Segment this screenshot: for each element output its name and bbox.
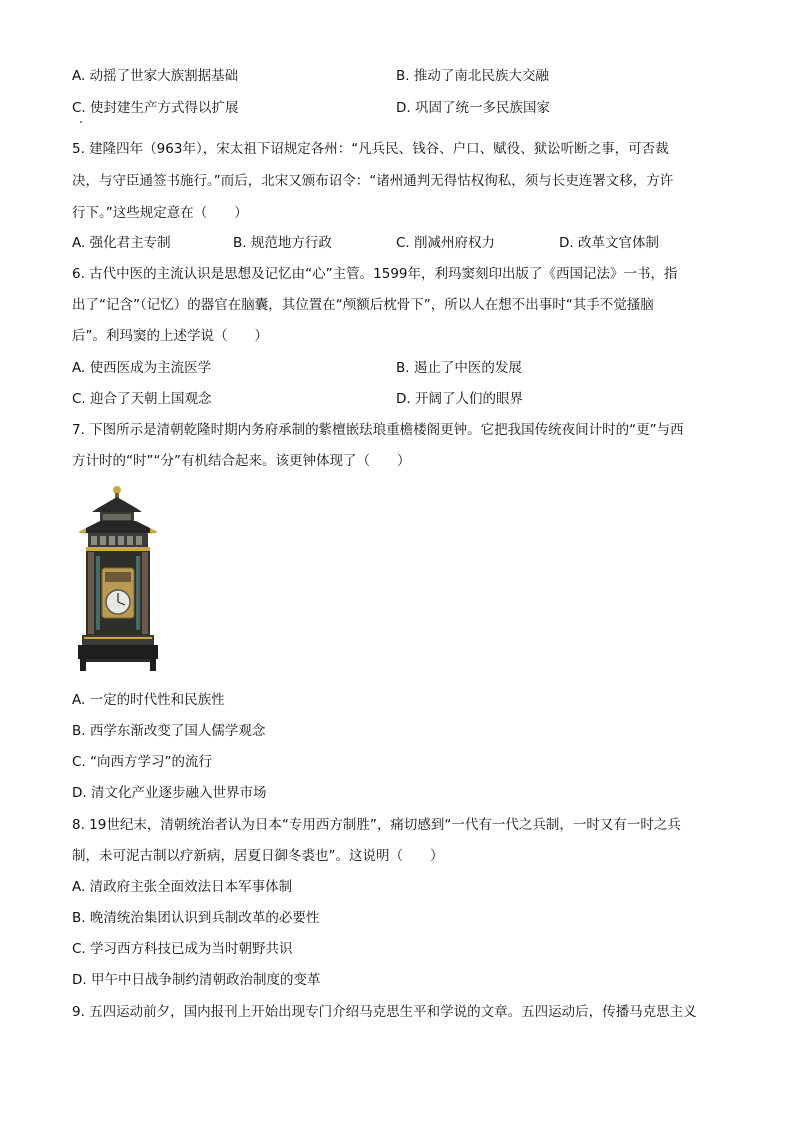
clock-lower-roof	[80, 521, 156, 533]
q6-stem-line-1: 6. 古代中医的主流认识是思想及记忆由“心”主管。1599年，利玛窦刻印出版了《西国记法》一书，指	[72, 266, 678, 282]
q6-stem-line-2: 出了“记含”（记忆）的器官在脑囊，其位置在“颅额后枕骨下”，所以人在想不出事时“其手不觉搔脑	[72, 297, 654, 313]
q7-option-a: A. 一定的时代性和民族性	[72, 692, 225, 708]
q5-option-b: B. 规范地方行政	[233, 235, 332, 251]
q7-option-d: D. 清文化产业逐步融入世界市场	[72, 785, 267, 801]
q7-option-b: B. 西学东渐改变了国人儒学观念	[72, 723, 266, 739]
q5-stem-line-1: 5. 建隆四年（963年），宋太祖下诏规定各州：“凡兵民、钱谷、户口、赋役、狱讼听断之事，可否裁	[72, 141, 669, 157]
pavilion-clock-image	[74, 484, 162, 674]
q5-option-c: C. 削减州府权力	[396, 235, 496, 251]
q5-stem-line-3: 行下。”这些规定意在（ ）	[72, 205, 248, 221]
q8-option-a: A. 清政府主张全面效法日本军事体制	[72, 879, 293, 895]
q8-option-b: B. 晚清统治集团认识到兵制改革的必要性	[72, 910, 320, 926]
q4-option-a: A. 动摇了世家大族割据基础	[72, 68, 239, 84]
q6-option-b: B. 遏止了中医的发展	[396, 360, 522, 376]
q7-option-c: C. “向西方学习”的流行	[72, 754, 212, 770]
q8-stem-line-1: 8. 19世纪末，清朝统治者认为日本“专用西方制胜”，痛切感到“一代有一代之兵制，一时又有一时之兵	[72, 817, 681, 833]
q4-option-c: C. 使封建生产方式得以扩展	[72, 100, 239, 116]
q4-option-d: D. 巩固了统一多民族国家	[396, 100, 550, 116]
q5-option-a: A. 强化君主专制	[72, 235, 171, 251]
q6-option-c: C. 迎合了天朝上国观念	[72, 391, 212, 407]
clock-base	[78, 645, 158, 659]
clock-finial	[113, 486, 121, 494]
q9-stem-line-1: 9. 五四运动前夕，国内报刊上开始出现专门介绍马克思生平和学说的文章。五四运动后，传播马克思主义	[72, 1004, 697, 1020]
q6-option-d: D. 开阔了人们的眼界	[396, 391, 523, 407]
q7-stem-line-2: 方计时的“时”“分”有机结合起来。该更钟体现了（ ）	[72, 453, 411, 469]
q6-stem-line-3: 后”。利玛窦的上述学说（ ）	[72, 328, 268, 344]
stray-mark	[80, 121, 82, 123]
clock-top-roof	[92, 497, 142, 512]
q5-option-d: D. 改革文官体制	[559, 235, 659, 251]
q6-option-a: A. 使西医成为主流医学	[72, 360, 212, 376]
q4-option-b: B. 推动了南北民族大交融	[396, 68, 549, 84]
q8-stem-line-2: 制，未可泥古制以疗新病，居夏日御冬裘也”。这说明（ ）	[72, 848, 444, 864]
q8-option-d: D. 甲午中日战争制约清朝政治制度的变革	[72, 972, 321, 988]
q7-stem-line-1: 7. 下图所示是清朝乾隆时期内务府承制的紫檀嵌珐琅重檐楼阁更钟。它把我国传统夜间计时的“更”与西	[72, 422, 684, 438]
q5-stem-line-2: 决，与守臣通签书施行。”而后，北宋又颁布诏令：“诸州通判无得怙权徇私，须与长吏连署文移，方许	[72, 173, 674, 189]
q8-option-c: C. 学习西方科技已成为当时朝野共识	[72, 941, 293, 957]
